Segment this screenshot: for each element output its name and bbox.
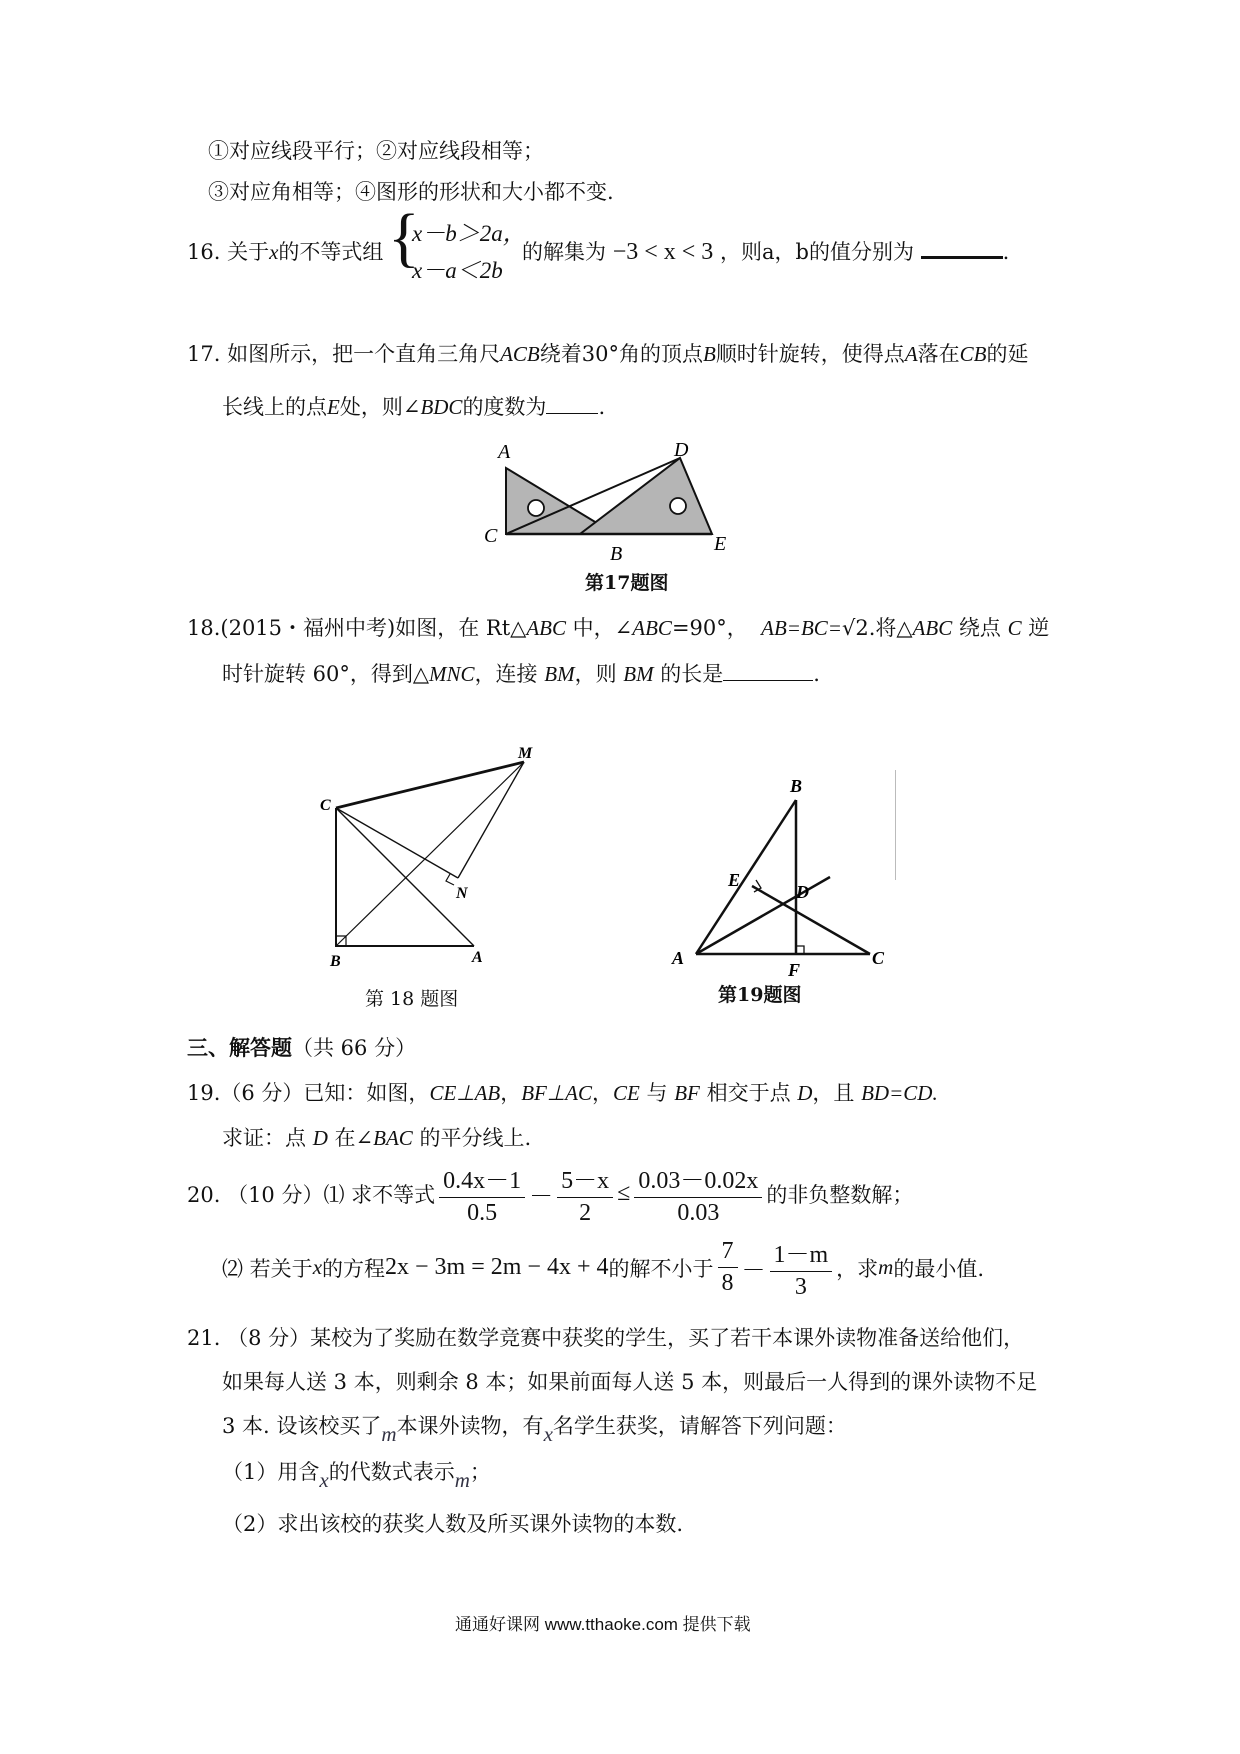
q20-equation: 2x − 3m = 2m − 4x + 4: [385, 1254, 609, 1280]
label-a: A: [472, 949, 483, 966]
label-m: M: [518, 745, 533, 762]
hole-left: [528, 500, 544, 516]
label-a: A: [498, 441, 511, 463]
label-b: B: [790, 776, 803, 796]
q19-line2: 求证：点 D 在∠BAC 的平分线上.: [222, 1126, 532, 1150]
q17-line1: 17. 如图所示，把一个直角三角尺ACB绕着30°角的顶点B顺时针旋转，使得点A落在CB的延: [187, 342, 1029, 366]
label-b: B: [330, 953, 341, 970]
segment-ab: [696, 800, 796, 954]
label-e: E: [714, 533, 727, 555]
q17-answer-blank: [546, 413, 598, 414]
q16-prefix: 16. 关于x的不等式组: [187, 240, 384, 264]
q17-caption: 第17题图: [585, 572, 669, 594]
q16-range: −3 < x < 3: [612, 239, 714, 265]
label-n: N: [456, 885, 468, 902]
q15-line2: ③对应角相等；④图形的形状和大小都不变.: [208, 180, 614, 204]
q16-answer-line: 的解集为 −3 < x < 3 ，则a，b的值分别为 .: [522, 239, 1010, 265]
label-b: B: [610, 543, 623, 565]
q16-system-row1: x－b＞2a，: [412, 221, 526, 246]
system-brace: {: [388, 201, 420, 274]
footer-source: 通通好课网 www.tthaoke.com 提供下载: [455, 1615, 751, 1634]
label-c: C: [484, 525, 498, 547]
q21-line3: 3 本. 设该校买了m本课外读物，有x名学生获奖，请解答下列问题：: [222, 1414, 847, 1446]
q16-answer-blank: [921, 256, 1003, 259]
q20-part2: ⑵ 若关于 x 的方程 2x − 3m = 2m − 4x + 4 的解不小于 $\frac{7}{8}$ － $\frac{1-m}{3}$ ，求 m 的最小值.: [222, 1234, 984, 1301]
q21-part1: （1）用含x的代数式表示m；: [222, 1460, 491, 1492]
page-artifact-line: [895, 770, 896, 880]
segment-ad: [696, 877, 830, 954]
segment-ec: [752, 886, 870, 954]
label-d: D: [796, 882, 809, 902]
section-3-heading: 三、解答题（共 66 分）: [187, 1035, 417, 1060]
segment-cm: [336, 762, 524, 808]
triangle-dbe: [580, 458, 712, 534]
q15-line1: ①对应线段平行；②对应线段相等；: [208, 139, 544, 163]
q17-line2: 长线上的点E处，则∠BDC的度数为 .: [222, 395, 606, 419]
label-e: E: [728, 870, 741, 890]
fraction-5: $\frac{1-m}{3}$: [770, 1234, 833, 1301]
label-c: C: [872, 948, 885, 968]
q18-answer-blank: [723, 680, 813, 681]
label-d: D: [674, 439, 689, 461]
figure-19: [660, 770, 910, 995]
figure-18: [310, 740, 560, 970]
q18-line2: 时针旋转 60°，得到△MNC，连接 BM，则 BM 的长是 .: [222, 662, 820, 686]
label-a: A: [672, 948, 685, 968]
q18-caption: 第 18 题图: [365, 988, 459, 1010]
fig19-caption: 第19题图: [718, 984, 802, 1006]
q19-line1: 19.（6 分）已知：如图，CE⊥AB，BF⊥AC，CE 与 BF 相交于点 D，且 BD=CD.: [187, 1081, 938, 1105]
hole-right: [670, 498, 686, 514]
fraction-2: $\frac{5-x}{2}$: [557, 1160, 613, 1227]
q20-part1: 20. （10 分）⑴ 求不等式 $\frac{0.4x-1}{0.5}$ － $\frac{5-x}{2}$ ≤ $\frac{0.03-0.02x}{0.03}$ 的非负整数解；: [187, 1160, 913, 1227]
q18-line1: 18.(2015・福州中考)如图，在 Rt△ABC 中，∠ABC=90°， AB=BC=√2.将△ABC 绕点 C 逆: [187, 616, 1050, 640]
segment-bm: [336, 762, 524, 946]
figure-17: [480, 438, 780, 568]
fraction-4: $\frac{7}{8}$: [718, 1238, 738, 1297]
q21-line2: 如果每人送 3 本，则剩余 8 本；如果前面每人送 5 本，则最后一人得到的课外读物不足: [222, 1370, 1038, 1394]
fraction-3: $\frac{0.03-0.02x}{0.03}$: [634, 1160, 762, 1227]
q21-part2: （2）求出该校的获奖人数及所买课外读物的本数.: [222, 1512, 684, 1536]
q21-line1: 21. （8 分）某校为了奖励在数学竞赛中获奖的学生，买了若干本课外读物准备送给他们，: [187, 1326, 1025, 1350]
fraction-1: $\frac{0.4x-1}{0.5}$: [439, 1160, 525, 1227]
q16-system-row2: x－a＜2b: [412, 258, 503, 283]
label-c: C: [320, 797, 331, 814]
label-f: F: [788, 960, 801, 980]
